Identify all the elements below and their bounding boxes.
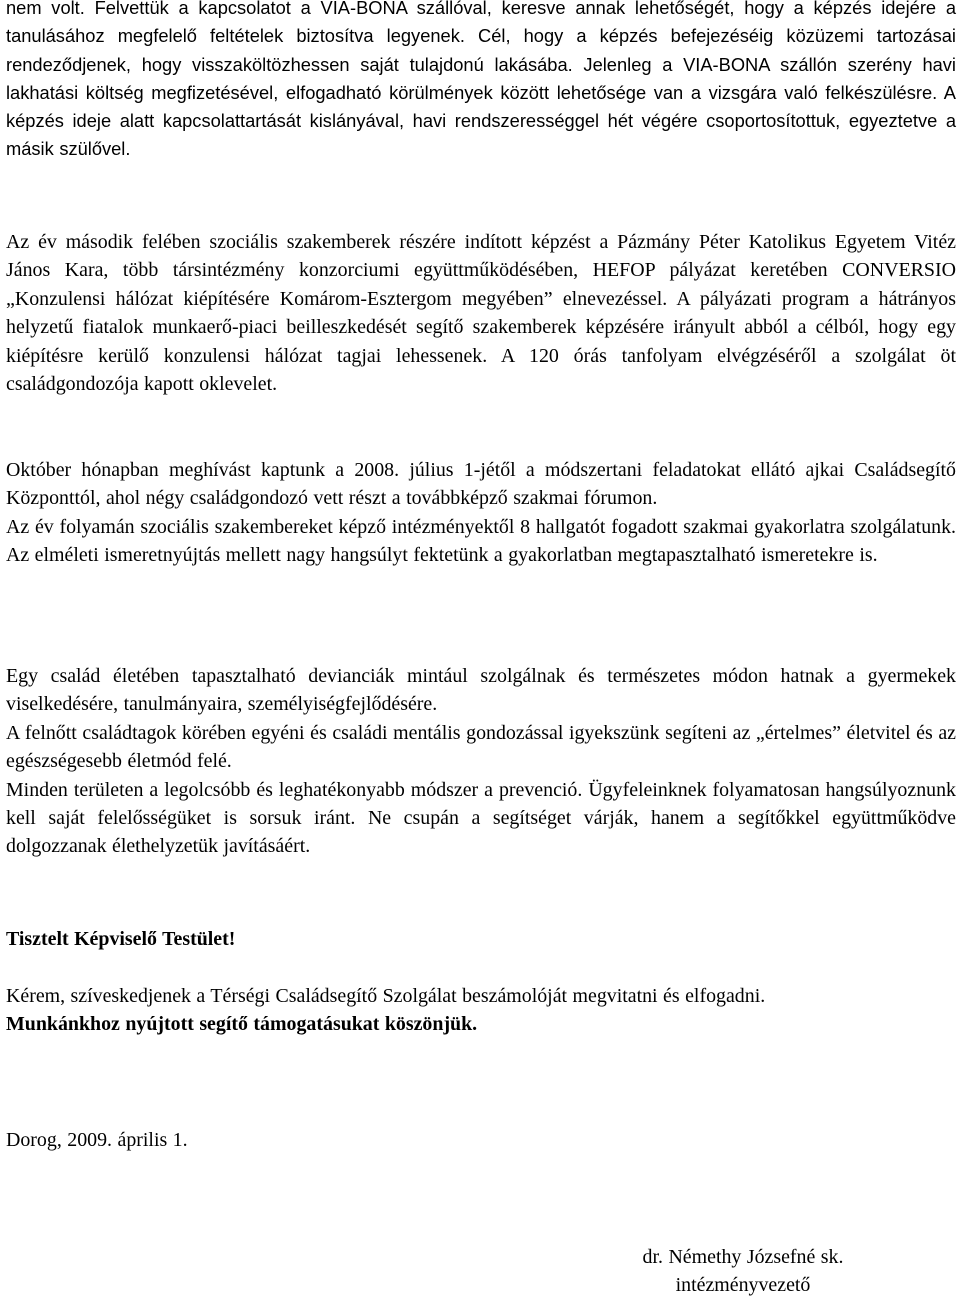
signature-title: intézményvezető [675, 1274, 811, 1297]
paragraph-training-text: Az év második felében szociális szakemberek részére indított képzést a Pázmány Péter Katolikus Egyetem Vitéz János Kara, több társintézmény konzorciumi együttműködésében, HEFOP pályázat keretében CONVERSIO „Konzulensi hálózat kiépítésére Komárom-Esztergom megyében” elnevezéssel. A pályázati program a hátrányos helyzetű fiatalok munkaerő-piaci beilleszkedését segítő szakemberek képzésére irányult abból a célból, hogy egy kiépítésre kerülő konzulensi hálózat tagjai lehessenek. A 120 órás tanfolyam elvégzéséről a szolgálat öt családgondozója kapott oklevelet. [6, 231, 956, 396]
paragraph-housing-text: nem volt. Felvettük a kapcsolatot a VIA-BONA szállóval, keresve annak lehetőségét, hogy a képzés idejére a tanulásához megfelelő feltételek biztosítva legyenek. Cél, hogy a képzés befejezéséig közüzemi tartozásai rendeződjenek, hogy visszaköltözhessen saját tulajdonú lakásába. Jelenleg a VIA-BONA szállón szerény havi lakhatási költség megfizetésével, elfogadható körülmények között lehetősége van a vizsgára való felkészülésre. A képzés ideje alatt kapcsolattartását kislányával, havi rendszerességgel hét végére csoportosítottuk, egyeztetve a másik szülővel. [6, 0, 956, 160]
signature-name: dr. Némethy Józsefné sk. [642, 1246, 844, 1268]
paragraph-training [6, 228, 956, 398]
closing-salutation: Tisztelt Képviselő Testület! [6, 928, 236, 950]
closing-request-text: Kérem, szíveskedjenek a Térségi Családsegítő Szolgálat beszámolóját megvitatni és elfogadni. [6, 985, 766, 1007]
paragraph-family-care [6, 662, 956, 861]
paragraph-forum-text: Október hónapban meghívást kaptunk a 2008. július 1-jétől a módszertani feladatokat ellátó ajkai Családsegítő Központtól, ahol négy családgondozó vett részt a továbbképző szakmai fórumon. [6, 459, 956, 510]
paragraph-deviance-text: Egy család életében tapasztalható devianciák mintául szolgálnak és természetes módon hatnak a gyermekek viselkedésére, tanulmányaira, személyiségfejlődésére. [6, 665, 956, 716]
closing-thanks-text: Munkánkhoz nyújtott segítő támogatásukat köszönjük. [6, 1013, 478, 1036]
date-line: Dorog, 2009. április 1. [6, 1129, 188, 1151]
signature-block [598, 1243, 888, 1300]
closing-request-block [6, 982, 956, 1039]
paragraph-prevention-text: Minden területen a legolcsóbb és leghatékonyabb módszer a prevenció. Ügyfeleinknek folyamatosan hangsúlyoznunk kell saját felelősségüket is sorsuk iránt. Ne csupán a segítséget várják, hanem a segítőkkel együttműködve dolgozzanak élethelyzetük javításáért. [6, 778, 956, 858]
paragraph-housing [6, 0, 956, 164]
paragraph-mental-care-text: A felnőtt családtagok körében egyéni és családi mentális gondozással igyekszünk segíteni az „értelmes” életvitel és az egészségesebb életmód felé. [6, 721, 956, 773]
paragraph-internship-text: Az év folyamán szociális szakembereket képző intézményektől 8 hallgatót fogadott szakmai gyakorlatra szolgálatunk. Az elméleti ismeretnyújtás mellett nagy hangsúlyt fektetünk a gyakorlatban megtapasztalható ismeretekre is. [6, 515, 956, 567]
paragraph-professional-forum [6, 456, 956, 570]
